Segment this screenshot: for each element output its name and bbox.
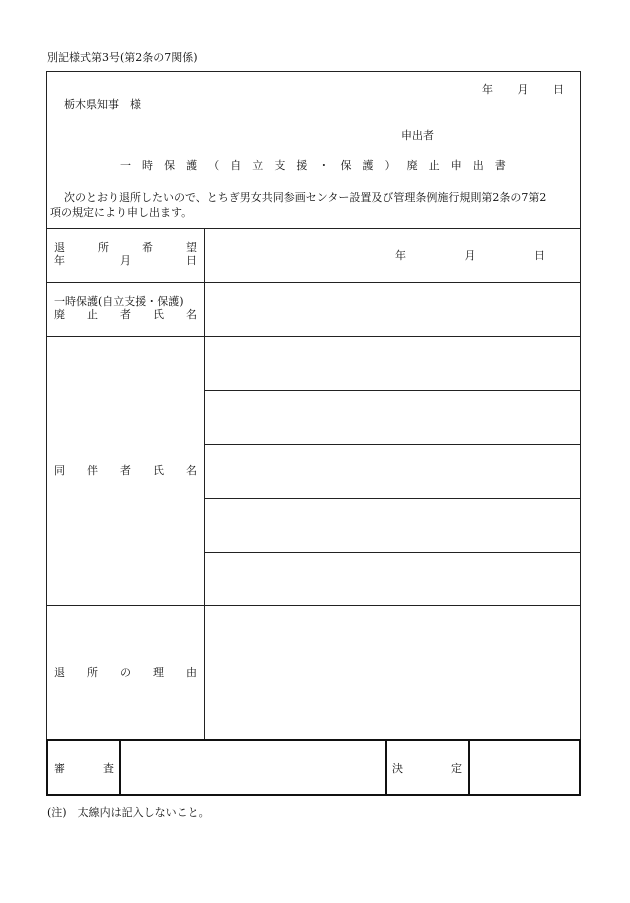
- abolisher-label: [54, 295, 197, 321]
- title-char: 護: [362, 159, 374, 172]
- review-field: [122, 742, 384, 793]
- intro-text-line2: 項の規定により申し出ます。: [50, 206, 193, 219]
- review-label: [54, 762, 114, 775]
- form-reference: 別記様式第3号(第2条の7関係): [47, 51, 198, 64]
- reason-label-char: 由: [186, 666, 197, 679]
- title-char: 止: [428, 159, 440, 172]
- companion-field-5[interactable]: [206, 554, 579, 604]
- leave-label-char: 望: [186, 241, 197, 254]
- companions-label: [54, 464, 197, 477]
- decision-label: [392, 762, 462, 775]
- reason-label-char: 所: [87, 666, 98, 679]
- companions-label-char: 氏: [153, 464, 164, 477]
- leave-label-char: 希: [142, 241, 153, 254]
- title-char: 立: [252, 159, 264, 172]
- title-char: 護: [186, 159, 198, 172]
- intro-text-line1: 次のとおり退所したいので、とちぎ男女共同参画センター設置及び管理条例施行規則第2条の7第2: [64, 191, 547, 204]
- abolisher-label-char: 廃: [54, 308, 65, 321]
- leave-year: 年: [395, 249, 406, 262]
- decision-label-char: 定: [451, 762, 462, 775]
- companion-field-1[interactable]: [206, 338, 579, 389]
- companions-label-char: 者: [120, 464, 131, 477]
- abolisher-name-field[interactable]: [206, 284, 579, 335]
- reason-label-char: 理: [153, 666, 164, 679]
- abolisher-label-char: 者: [120, 308, 131, 321]
- header-date: [482, 83, 564, 96]
- title-char: 自: [230, 159, 242, 172]
- applicant-label: 申出者: [401, 129, 434, 142]
- reason-label-char: 退: [54, 666, 65, 679]
- decision-field: [471, 742, 579, 793]
- companion-field-2[interactable]: [206, 392, 579, 443]
- leave-label-char: 退: [54, 241, 65, 254]
- header-month: 月: [517, 83, 529, 96]
- title-char: ）: [384, 159, 396, 172]
- addressee: 栃木県知事 様: [64, 98, 141, 111]
- header-year: 年: [482, 83, 493, 96]
- title-char: 出: [472, 159, 484, 172]
- leave-day: 日: [534, 249, 545, 262]
- title-char: （: [208, 159, 220, 172]
- title-char: 申: [450, 159, 462, 172]
- title-char: ・: [318, 159, 330, 172]
- leave-label-char: 月: [120, 254, 131, 267]
- abolisher-label-char: 止: [87, 308, 98, 321]
- title-char: 一: [120, 159, 131, 172]
- companions-label-char: 名: [186, 464, 197, 477]
- abolisher-label-line1: 一時保護(自立支援・保護): [54, 295, 184, 308]
- companion-field-3[interactable]: [206, 446, 579, 497]
- reason-label-char: の: [120, 666, 131, 679]
- companions-label-char: 同: [54, 464, 65, 477]
- title-char: 保: [164, 159, 176, 172]
- leave-date-field[interactable]: [395, 249, 545, 262]
- companions-label-char: 伴: [87, 464, 98, 477]
- leave-label-char: 日: [186, 254, 197, 267]
- decision-label-char: 決: [392, 762, 403, 775]
- abolisher-label-char: 氏: [153, 308, 164, 321]
- title-char: 書: [494, 159, 506, 172]
- title-char: 援: [296, 159, 308, 172]
- footnote: (注) 太線内は記入しないこと。: [47, 806, 210, 819]
- companion-field-4[interactable]: [206, 500, 579, 551]
- title-char: 廃: [406, 159, 418, 172]
- abolisher-label-char: 名: [186, 308, 197, 321]
- review-label-char: 査: [103, 762, 114, 775]
- leave-month: 月: [464, 249, 476, 262]
- title-char: 時: [142, 159, 154, 172]
- review-label-char: 審: [54, 762, 65, 775]
- leave-date-label: [54, 241, 197, 267]
- title-char: 支: [274, 159, 286, 172]
- reason-label: [54, 666, 197, 679]
- title-char: 保: [340, 159, 352, 172]
- leave-label-char: 所: [98, 241, 109, 254]
- header-day: 日: [553, 83, 564, 96]
- reason-field[interactable]: [206, 607, 579, 738]
- document-title: [120, 159, 506, 172]
- leave-label-char: 年: [54, 254, 65, 267]
